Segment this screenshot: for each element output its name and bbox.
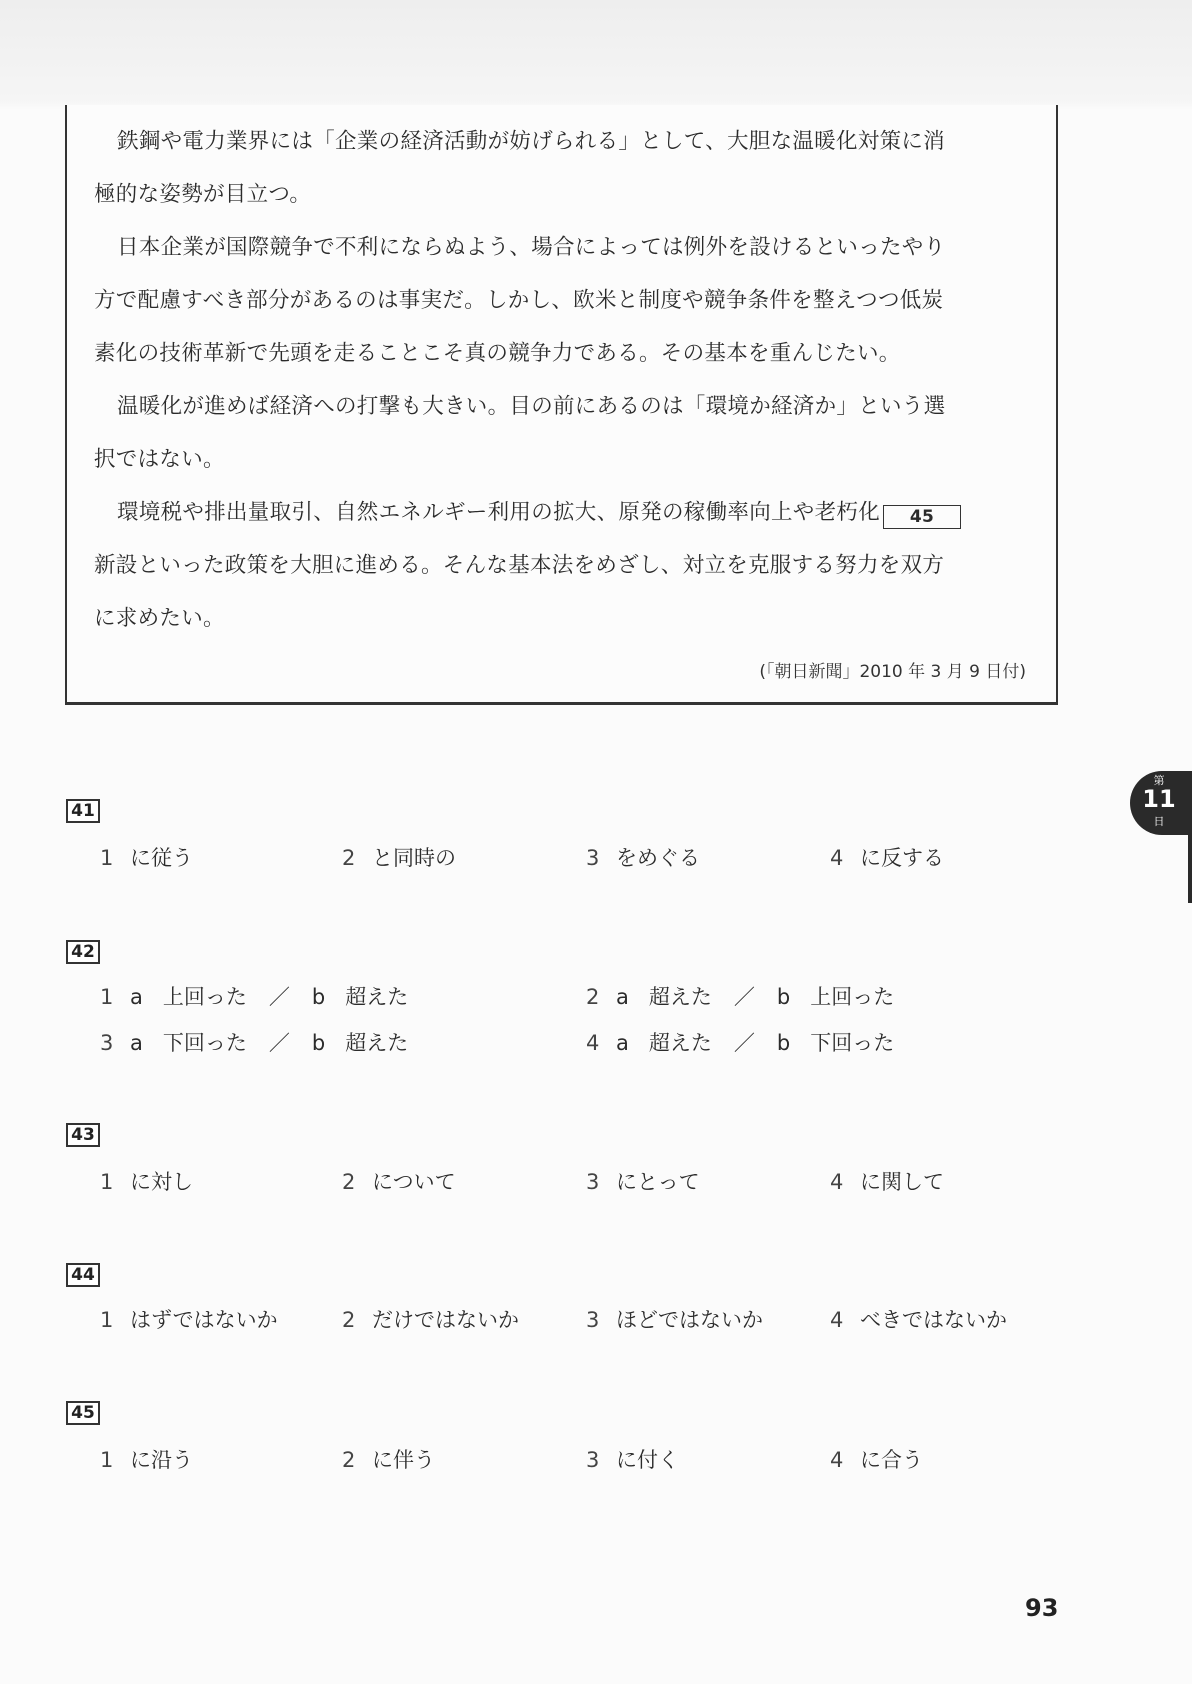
tab-day-number: 11 — [1142, 785, 1176, 813]
tab-suffix: 日 — [1153, 815, 1165, 828]
option-42-1[interactable]: 1 a 上回った ／ b 超えた — [100, 985, 409, 1009]
question-label-41: 41 — [66, 799, 100, 823]
option-44-1[interactable]: 1 はずではないか — [100, 1308, 278, 1332]
passage-line: 温暖化が進めば経済への打撃も大きい。目の前にあるのは「環境か経済か」という選 — [117, 394, 946, 419]
passage-line-with-blank — [117, 498, 961, 529]
passage-line: 方で配慮すべき部分があるのは事実だ。しかし、欧米と制度や競争条件を整えつつ低炭 — [94, 288, 944, 313]
passage-source: (「朝日新聞」2010 年 3 月 9 日付) — [759, 662, 1026, 682]
option-45-3[interactable]: 3 に付く — [586, 1448, 679, 1472]
day-side-tab — [1130, 771, 1192, 835]
question-label-42: 42 — [66, 940, 100, 964]
option-41-4[interactable]: 4 に反する — [830, 846, 944, 870]
passage-line: 日本企業が国際競争で不利にならぬよう、場合によっては例外を設けるといったやり — [117, 235, 946, 260]
option-43-1[interactable]: 1 に対し — [100, 1170, 193, 1194]
question-label-45: 45 — [66, 1401, 100, 1425]
tab-edge-bar — [1188, 835, 1192, 903]
passage-line-text: 環境税や排出量取引、自然エネルギー利用の拡大、原発の稼働率向上や老朽化 — [117, 500, 881, 525]
option-42-2[interactable]: 2 a 超えた ／ b 上回った — [586, 985, 895, 1009]
passage-line: に求めたい。 — [94, 606, 225, 631]
passage-box — [65, 105, 1058, 705]
option-45-2[interactable]: 2 に伴う — [342, 1448, 435, 1472]
option-44-2[interactable]: 2 だけではないか — [342, 1308, 519, 1332]
option-43-4[interactable]: 4 に関して — [830, 1170, 944, 1194]
blank-45-box: 45 — [883, 505, 961, 529]
option-41-1[interactable]: 1 に従う — [100, 846, 193, 870]
tab-prefix: 第 — [1153, 774, 1165, 787]
option-44-3[interactable]: 3 ほどではないか — [586, 1308, 763, 1332]
option-44-4[interactable]: 4 べきではないか — [830, 1308, 1007, 1332]
passage-line: 鉄鋼や電力業界には「企業の経済活動が妨げられる」として、大胆な温暖化対策に消 — [117, 129, 945, 154]
passage-line: 新設といった政策を大胆に進める。そんな基本法をめざし、対立を克服する努力を双方 — [94, 553, 945, 578]
option-41-3[interactable]: 3 をめぐる — [586, 846, 700, 870]
option-42-3[interactable]: 3 a 下回った ／ b 超えた — [100, 1031, 409, 1055]
question-label-43: 43 — [66, 1123, 100, 1147]
option-42-4[interactable]: 4 a 超えた ／ b 下回った — [586, 1031, 895, 1055]
option-43-2[interactable]: 2 について — [342, 1170, 456, 1194]
page-number: 93 — [1025, 1594, 1059, 1622]
question-label-44: 44 — [66, 1263, 100, 1287]
option-41-2[interactable]: 2 と同時の — [342, 846, 456, 870]
option-43-3[interactable]: 3 にとって — [586, 1170, 700, 1194]
option-45-4[interactable]: 4 に合う — [830, 1448, 923, 1472]
passage-line: 極的な姿勢が目立つ。 — [94, 182, 312, 207]
passage-line: 素化の技術革新で先頭を走ることこそ真の競争力である。その基本を重んじたい。 — [94, 341, 901, 366]
option-45-1[interactable]: 1 に沿う — [100, 1448, 193, 1472]
passage-line: 択ではない。 — [94, 447, 225, 472]
